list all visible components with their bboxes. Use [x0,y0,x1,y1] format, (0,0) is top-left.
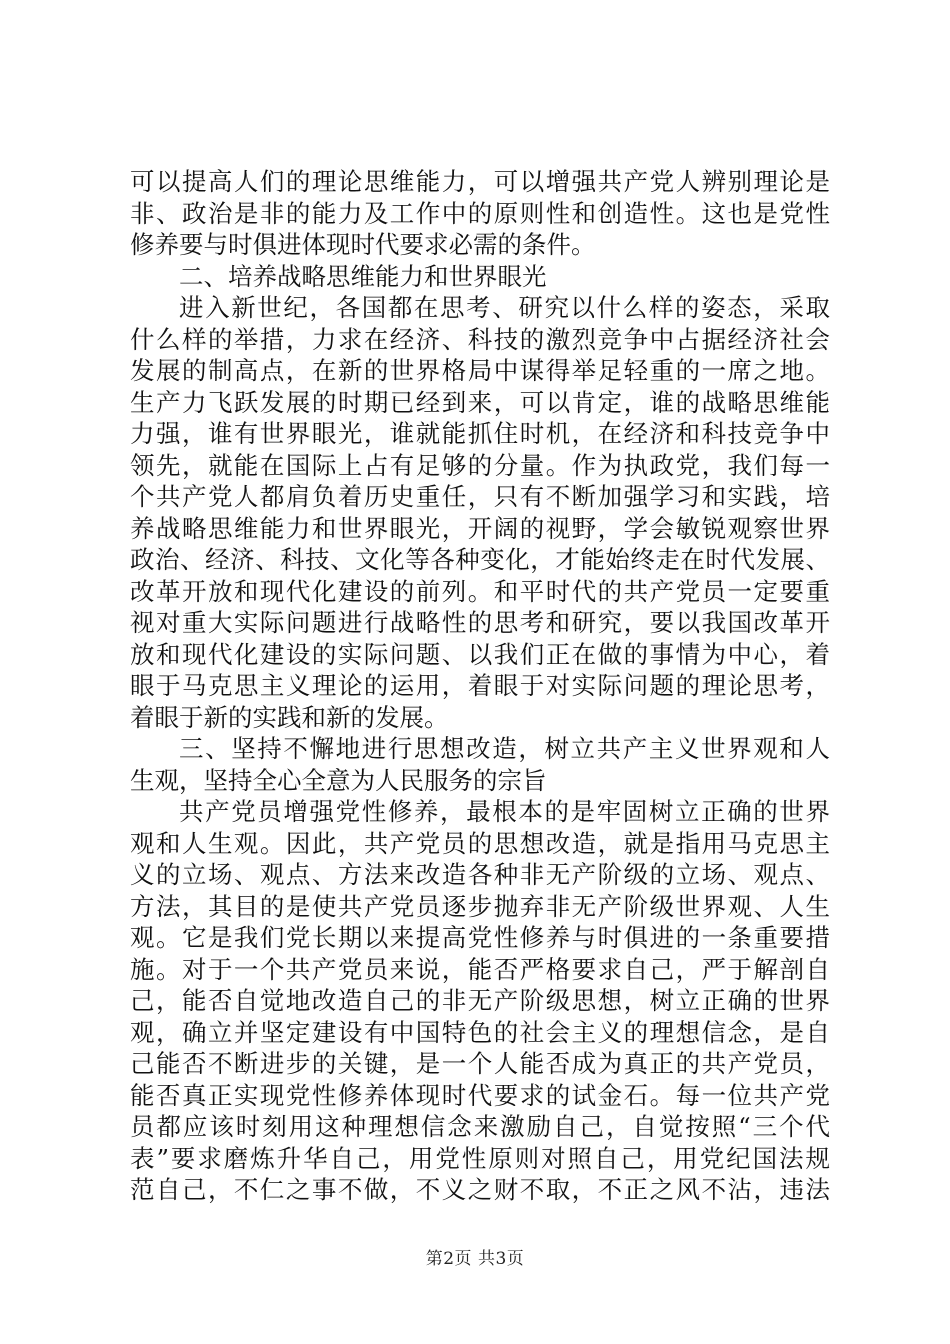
text-line: 表”要求磨炼升华自己，用党性原则对照自己，用党纪国法规 [130,1143,830,1173]
text-line: 可以提高人们的理论思维能力，可以增强共产党人辨别理论是 [130,167,830,196]
text-line: 着眼于新的实践和新的发展。 [130,702,449,732]
text-line: 放和现代化建设的实际问题、以我们正在做的事情为中心，着 [130,639,830,669]
text-line: 眼于马克思主义理论的运用，着眼于对实际问题的理论思考， [130,671,830,700]
text-line: 三、坚持不懈地进行思想改造，树立共产主义世界观和人 [179,734,830,763]
text-line: 观，确立并坚定建设有中国特色的社会主义的理想信念，是自 [130,1017,830,1047]
text-line: 观。它是我们党长期以来提高党性修养与时俱进的一条重要措 [130,923,830,952]
text-line: 政治、经济、科技、文化等各种变化，才能始终走在时代发展、 [130,545,830,574]
text-line: 改革开放和现代化建设的前列。和平时代的共产党员一定要重 [130,576,830,606]
text-line: 力强，谁有世界眼光，谁就能抓住时机，在经济和科技竞争中 [130,419,830,448]
text-line: 生观，坚持全心全意为人民服务的宗旨 [130,765,547,795]
text-line: 己，能否自觉地改造自己的非无产阶级思想，树立正确的世界 [130,986,830,1015]
document-body [130,166,830,1206]
text-line: 修养要与时俱进体现时代要求必需的条件。 [130,230,596,259]
text-line: 共产党员增强党性修养，最根本的是牢固树立正确的世界 [179,797,830,826]
text-line: 发展的制高点，在新的世界格局中谋得举足轻重的一席之地。 [130,356,830,385]
text-line: 非、政治是非的能力及工作中的原则性和创造性。这也是党性 [130,198,830,228]
text-line: 员都应该时刻用这种理想信念来激励自己，自觉按照“三个代 [130,1112,830,1141]
text-line: 范自己，不仁之事不做，不义之财不取，不正之风不沾，违法 [130,1175,830,1204]
text-line: 能否真正实现党性修养体现时代要求的试金石。每一位共产党 [130,1080,830,1110]
text-line: 生产力飞跃发展的时期已经到来，可以肯定，谁的战略思维能 [130,387,830,417]
text-line: 己能否不断进步的关键，是一个人能否成为真正的共产党员， [130,1049,830,1078]
text-line: 领先，就能在国际上占有足够的分量。作为执政党，我们每一 [130,450,830,480]
text-line: 进入新世纪，各国都在思考、研究以什么样的姿态，采取 [179,293,830,322]
text-line: 二、培养战略思维能力和世界眼光 [179,261,547,291]
text-line: 观和人生观。因此，共产党员的思想改造，就是指用马克思主 [130,828,830,858]
text-line: 施。对于一个共产党员来说，能否严格要求自己，严于解剖自 [130,954,830,984]
text-line: 养战略思维能力和世界眼光，开阔的视野，学会敏锐观察世界 [130,513,830,543]
text-line: 个共产党人都肩负着历史重任，只有不断加强学习和实践，培 [130,482,830,511]
text-line: 视对重大实际问题进行战略性的思考和研究，要以我国改革开 [130,608,830,637]
page-number-footer: 第2页 共3页 [425,1249,525,1269]
text-line: 什么样的举措，力求在经济、科技的激烈竞争中占据经济社会 [130,324,830,354]
text-line: 方法，其目的是使共产党员逐步抛弃非无产阶级世界观、人生 [130,891,830,921]
text-line: 义的立场、观点、方法来改造各种非无产阶级的立场、观点、 [130,860,830,889]
